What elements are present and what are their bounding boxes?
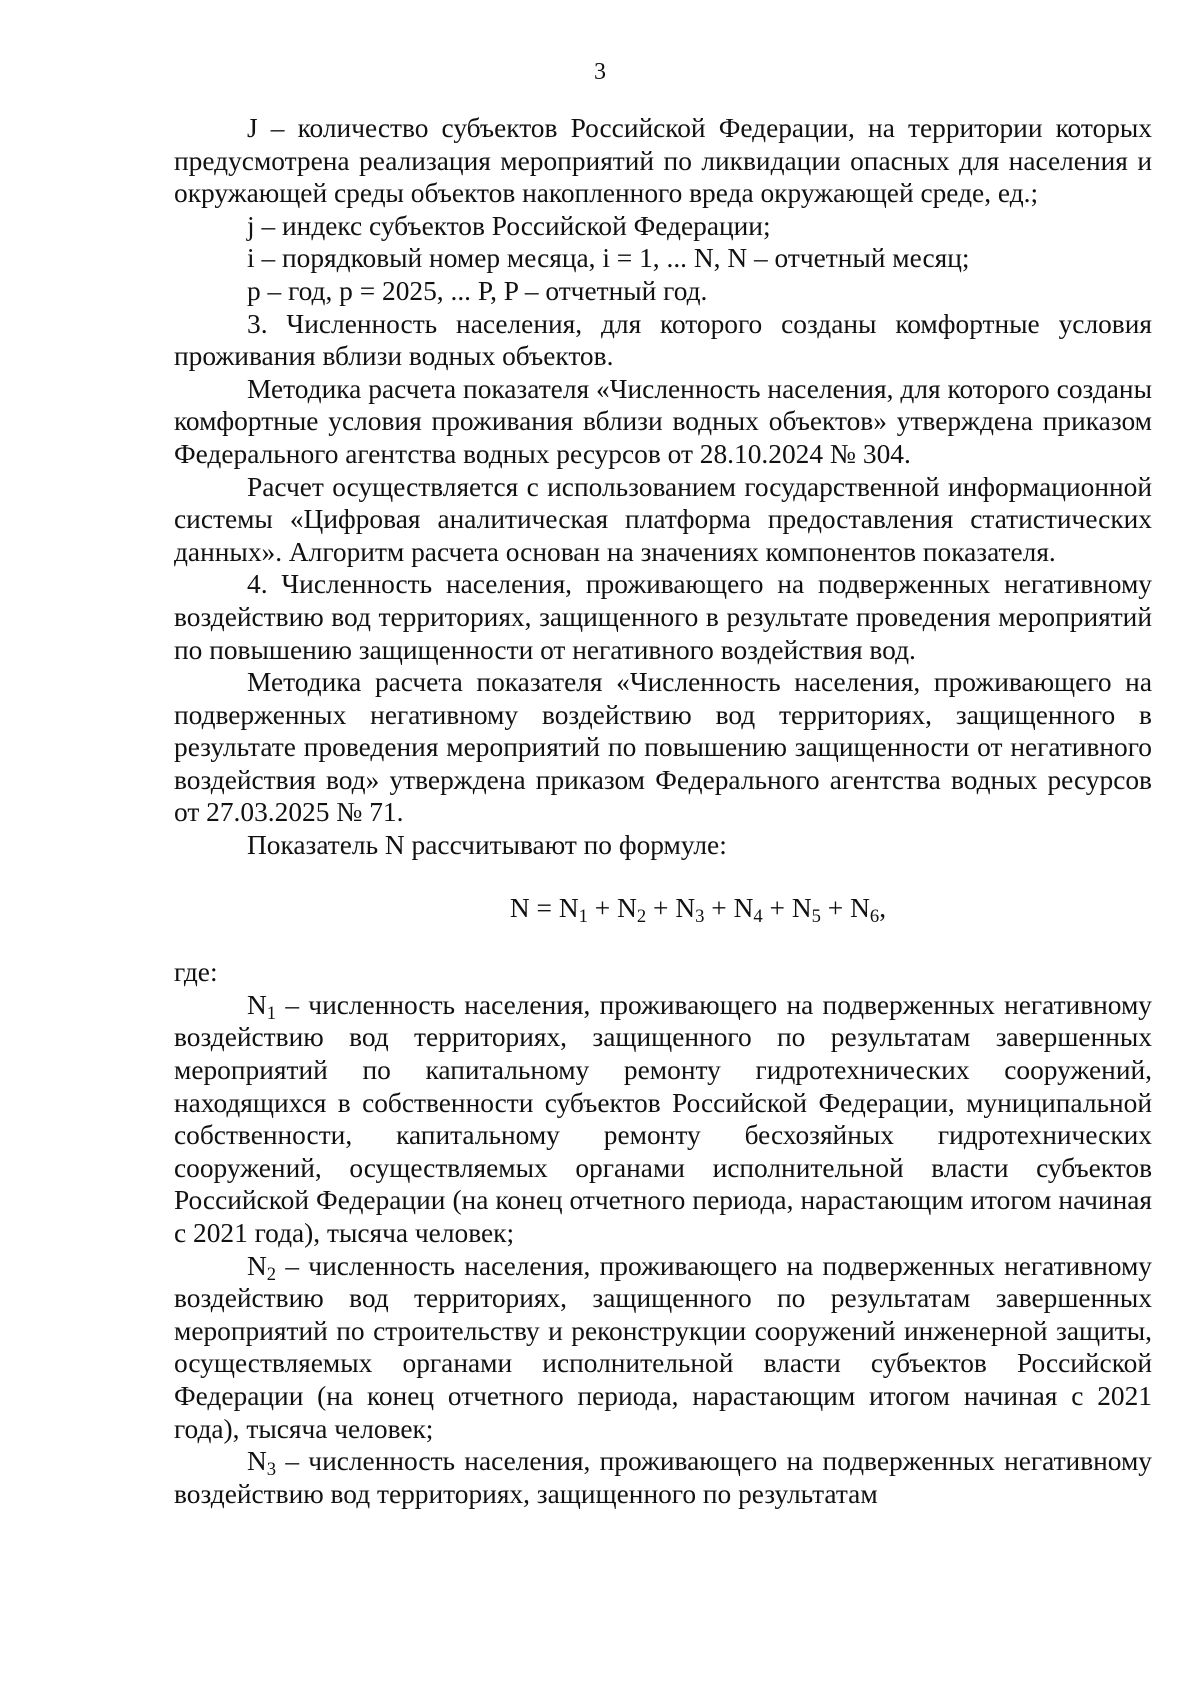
page-number: 3 [594, 59, 606, 85]
paragraph-formula-intro: Показатель N рассчитывают по формуле: [247, 830, 727, 861]
paragraph-section-3-methodology: Методика расчета показателя «Численность населения, для которого созданы комфортные условия проживания вблизи водных объектов» утверждена приказом Федерального агентства водных ресурсов от 28.10.2024 № 304. [174, 373, 1152, 469]
formula-term: $N_4$ + [733, 892, 792, 927]
formula-term: $N_5$ + [791, 892, 851, 927]
formula-term: $N_6$, [850, 892, 887, 927]
formula-lhs: N = [509, 892, 559, 923]
document-body [174, 112, 1152, 1510]
formula-term: $N_3$ + [675, 892, 734, 927]
paragraph-i-month: i – порядковый номер месяца, i = 1, ... N, N – отчетный месяц; [247, 243, 970, 274]
formula-n-sum [174, 892, 1152, 925]
paragraph-section-4-heading: 4. Численность населения, проживающего на подверженных негативному воздействию вод территориях, защищенного в результате проведения мероприятий по повышению защищенности от негативного воздействия вод. [174, 569, 1152, 665]
definition-n3: $N_3$ – численность населения, проживающего на подверженных негативному воздействию вод территориях, защищенного по результатам [174, 1446, 1152, 1509]
paragraph-j-index: j – индекс субъектов Российской Федерации; [247, 210, 771, 241]
paragraph-section-3-calculation: Расчет осуществляется с использованием государственной информационной системы «Цифровая аналитическая платформа предоставления статистических данных». Алгоритм расчета основан на значениях компонентов показателя. [174, 471, 1152, 567]
paragraph-section-4-methodology: Методика расчета показателя «Численность населения, проживающего на подверженных негативному воздействию вод территориях, защищенного в результате проведения мероприятий по повышению защищенности от негативного воздействия вод» утверждена приказом Федерального агентства водных ресурсов от 27.03.2025 № 71. [174, 667, 1152, 828]
definition-n1: $N_1$ – численность населения, проживающего на подверженных негативному воздействию вод территориях, защищенного по результатам завершенных мероприятий по капитальному ремонту гидротехнических сооружений, находящихся в собственности субъектов Российской Федерации, муниципальной собственности, капитальному ремонту бесхозяйных гидротехнических сооружений, осуществляемых органами исполнительной власти субъектов Российской Федерации (на конец отчетного периода, нарастающим итогом начиная с 2021 года), тысяча человек; [174, 989, 1152, 1248]
definition-n2: $N_2$ – численность населения, проживающего на подверженных негативному воздействию вод территориях, защищенного по результатам завершенных мероприятий по строительству и реконструкции сооружений инженерной защиты, осуществляемых органами исполнительной власти субъектов Российской Федерации (на конец отчетного периода, нарастающим итогом начиная с 2021 года), тысяча человек; [174, 1250, 1152, 1444]
paragraph-p-year: p – год, p = 2025, ... P, P – отчетный год. [247, 275, 708, 306]
formula-term: $N_2$ + [617, 892, 676, 927]
paragraph-j-definition: J – количество субъектов Российской Федерации, на территории которых предусмотрена реализация мероприятий по ликвидации опасных для населения и окружающей среды объектов накопленного вреда окружающей среде, ед.; [174, 113, 1152, 209]
formula-term: $N_1$ + [558, 892, 618, 927]
where-label: где: [174, 957, 218, 988]
paragraph-section-3-heading: 3. Численность населения, для которого созданы комфортные условия проживания вблизи водных объектов. [174, 308, 1152, 372]
